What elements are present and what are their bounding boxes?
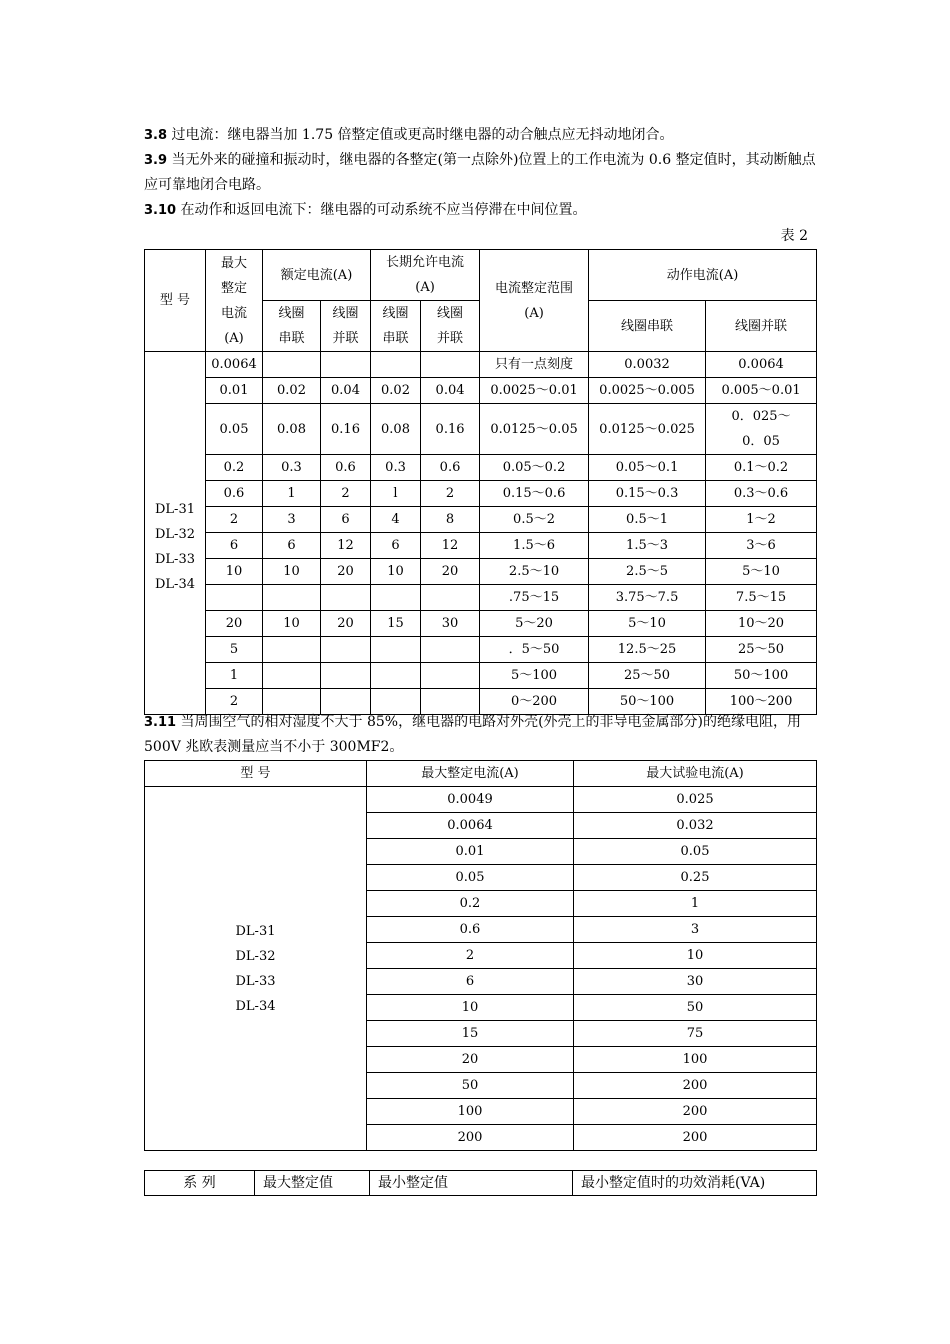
cell-setting-range: 5～20 [480,611,589,637]
cell-rated-series: 10 [263,559,321,585]
cell-setting-range: 只有一点刻度 [480,352,589,378]
header-long-term-current [371,250,480,301]
cell-max-setting: 2 [206,507,263,533]
cell-max-setting: 1 [206,663,263,689]
model-cell [145,787,367,1151]
header-line: 线圈 [382,306,409,321]
cell-setting-range: .75～15 [480,585,589,611]
clause-text: 当周围空气的相对湿度不大于 85%，继电器的电路对外壳(外壳上的非导电金属部分)的绝缘电阻，用 500V 兆欧表测量应当不小于 300MF2。 [144,714,802,755]
cell-action-series: 0.0032 [589,352,706,378]
header-min-setting: 最小整定值 [370,1171,573,1196]
table-3 [144,760,817,1151]
model-name: DL-34 [155,577,195,592]
header-action-series: 线圈串联 [589,301,706,352]
cell-long-series [371,637,421,663]
header-max-setting: 最大整定值 [255,1171,370,1196]
cell-rated-parallel: 0.04 [321,378,371,404]
cell-rated-series: 6 [263,533,321,559]
cell-max-setting-current: 200 [367,1125,574,1151]
header-line: 长期允许电流 [386,255,465,270]
header-line: 并联 [332,331,359,346]
cell-max-setting: 6 [206,533,263,559]
cell-long-series [371,352,421,378]
header-line: (A) [224,330,244,346]
cell-rated-series [263,352,321,378]
cell-action-parallel: 5～10 [706,559,817,585]
cell-long-series: 4 [371,507,421,533]
header-max-setting-current: 最大整定电流(A) [367,761,574,787]
model-name: DL-31 [155,502,195,517]
cell-long-parallel: 2 [421,481,480,507]
cell-rated-series: 0.3 [263,455,321,481]
table-row [145,481,817,507]
cell-long-series: 0.02 [371,378,421,404]
cell-max-test-current: 100 [574,1047,817,1073]
table-row [145,559,817,585]
cell-long-parallel: 0.6 [421,455,480,481]
cell-max-setting [206,585,263,611]
table-row [145,787,817,813]
cell-setting-range: ．5～50 [480,637,589,663]
clause-number: 3.10 [144,203,177,218]
cell-rated-series [263,637,321,663]
header-setting-range [480,250,589,352]
cell-max-test-current: 1 [574,891,817,917]
cell-max-test-current: 200 [574,1125,817,1151]
header-model: 型 号 [145,761,367,787]
header-line: 线圈 [437,306,464,321]
cell-max-setting: 5 [206,637,263,663]
header-line: 串联 [382,331,409,346]
clause-text: 过电流：继电器当加 1.75 倍整定值或更高时继电器的动合触点应无抖动地闭合。 [171,127,674,143]
header-coil-parallel [321,301,371,352]
cell-max-setting: 20 [206,611,263,637]
cell-long-parallel: 12 [421,533,480,559]
cell-setting-range: 1.5～6 [480,533,589,559]
cell-max-setting-current: 2 [367,943,574,969]
cell-action-parallel: 0.1～0.2 [706,455,817,481]
cell-long-series: 6 [371,533,421,559]
cell-rated-parallel: 20 [321,611,371,637]
cell-max-test-current: 50 [574,995,817,1021]
clause-number: 3.11 [144,715,177,730]
cell-max-setting: 0.05 [206,404,263,455]
cell-rated-series: 10 [263,611,321,637]
header-line: 电流 [220,305,247,321]
cell-action-series: 0.0025～0.005 [589,378,706,404]
cell-long-parallel [421,585,480,611]
cell-max-test-current: 200 [574,1073,817,1099]
clause-3-9 [144,148,816,198]
cell-long-series [371,585,421,611]
cell-long-parallel: 30 [421,611,480,637]
cell-long-series: l [371,481,421,507]
cell-action-parallel: 3～6 [706,533,817,559]
model-name: DL-33 [235,973,276,989]
cell-action-parallel: 50～100 [706,663,817,689]
cell-action-series: 3.75～7.5 [589,585,706,611]
cell-action-parallel: 7.5～15 [706,585,817,611]
cell-action-parallel: 25～50 [706,637,817,663]
cell-rated-parallel: 12 [321,533,371,559]
table-row [145,637,817,663]
cell-rated-parallel [321,352,371,378]
model-name: DL-33 [155,552,195,567]
model-name: DL-32 [155,527,195,542]
cell-max-setting: 0.2 [206,455,263,481]
model-name: DL-31 [235,923,276,939]
cell-long-parallel [421,637,480,663]
table-row [145,455,817,481]
header-line: 并联 [437,331,464,346]
cell-max-setting: 10 [206,559,263,585]
cell-long-parallel: 8 [421,507,480,533]
cell-action-parallel: 10～20 [706,611,817,637]
header-line: 最大 [220,255,247,271]
header-line: 串联 [278,331,305,346]
table-row [145,404,817,455]
clause-number: 3.9 [144,153,168,168]
table-caption: 表 2 [780,228,808,244]
model-name: DL-34 [235,998,276,1014]
header-line: (A) [524,305,544,321]
model-name: DL-32 [235,948,276,964]
table-4 [144,1170,817,1196]
cell-action-parallel: 1～2 [706,507,817,533]
cell-setting-range: 0.05～0.2 [480,455,589,481]
cell-long-parallel: 0.16 [421,404,480,455]
cell-max-setting-current: 10 [367,995,574,1021]
cell-setting-range: 0.15～0.6 [480,481,589,507]
table-row [145,611,817,637]
cell-setting-range: 5～100 [480,663,589,689]
header-line: (A) [415,280,435,295]
cell-rated-series: 3 [263,507,321,533]
clause-3-11 [144,710,816,760]
cell-rated-parallel [321,663,371,689]
cell-action-series: 0.15～0.3 [589,481,706,507]
cell-rated-series [263,585,321,611]
cell-action-series: 25～50 [589,663,706,689]
cell-long-parallel: 20 [421,559,480,585]
cell-long-series: 10 [371,559,421,585]
header-model: 型 号 [145,250,206,352]
cell-max-test-current: 10 [574,943,817,969]
table-row [145,533,817,559]
cell-rated-parallel [321,585,371,611]
cell-action-parallel: 0.005～0.01 [706,378,817,404]
header-series: 系 列 [145,1171,255,1196]
cell-action-series: 0.0125～0.025 [589,404,706,455]
cell-setting-range: 0.0125～0.05 [480,404,589,455]
cell-long-series [371,663,421,689]
cell-action-series: 0.05～0.1 [589,455,706,481]
cell-max-setting: 0.01 [206,378,263,404]
header-action-current: 动作电流(A) [589,250,817,301]
cell-max-test-current: 3 [574,917,817,943]
cell-rated-series: 1 [263,481,321,507]
header-coil-series [263,301,321,352]
cell-rated-parallel: 2 [321,481,371,507]
header-line: 电流整定范围 [495,280,574,296]
clause-number: 3.8 [144,128,168,143]
cell-max-setting: 0.0064 [206,352,263,378]
cell-action-series: 5～10 [589,611,706,637]
cell-max-test-current: 0.025 [574,787,817,813]
header-coil-parallel [421,301,480,352]
header-max-test-current: 最大试验电流(A) [574,761,817,787]
cell-setting-range: 0.5～2 [480,507,589,533]
header-power-consumption: 最小整定值时的功效消耗(VA) [573,1171,817,1196]
cell-rated-series [263,663,321,689]
table-2 [144,249,817,715]
cell-setting-range: 2.5～10 [480,559,589,585]
cell-long-series: 0.08 [371,404,421,455]
table-row [145,585,817,611]
header-max-setting [206,250,263,352]
cell-rated-parallel: 0.6 [321,455,371,481]
header-action-parallel: 线圈并联 [706,301,817,352]
cell-max-setting-current: 0.2 [367,891,574,917]
table-row [145,663,817,689]
cell-action-parallel: 100～200 [706,689,817,715]
header-coil-series [371,301,421,352]
cell-max-setting-current: 0.01 [367,839,574,865]
cell-long-series: 15 [371,611,421,637]
cell-max-setting: 0.6 [206,481,263,507]
cell-max-test-current: 200 [574,1099,817,1125]
cell-max-setting-current: 100 [367,1099,574,1125]
table-row [145,352,817,378]
header-line: 线圈 [332,306,359,321]
cell-max-setting-current: 15 [367,1021,574,1047]
cell-rated-series: 0.08 [263,404,321,455]
cell-action-series: 0.5～1 [589,507,706,533]
table-row [145,507,817,533]
model-cell [145,352,206,715]
cell-rated-series: 0.02 [263,378,321,404]
cell-action-parallel: 0.3～0.6 [706,481,817,507]
cell-setting-range: 0～200 [480,689,589,715]
header-line: 线圈 [278,306,305,321]
clause-3-10 [144,198,816,223]
cell-setting-range: 0.0025～0.01 [480,378,589,404]
cell-max-test-current: 30 [574,969,817,995]
cell-max-setting-current: 0.0049 [367,787,574,813]
cell-max-setting-current: 0.05 [367,865,574,891]
header-rated-current: 额定电流(A) [263,250,371,301]
header-line: 整定 [220,280,247,296]
cell-action-series: 50～100 [589,689,706,715]
cell-max-setting-current: 20 [367,1047,574,1073]
cell-long-parallel [421,352,480,378]
cell-rated-parallel [321,637,371,663]
cell-max-setting-current: 6 [367,969,574,995]
cell-max-test-current: 0.032 [574,813,817,839]
cell-max-test-current: 0.25 [574,865,817,891]
cell-long-parallel: 0.04 [421,378,480,404]
cell-max-setting-current: 0.0064 [367,813,574,839]
cell-long-parallel [421,663,480,689]
cell-action-series: 12.5～25 [589,637,706,663]
cell-max-setting-current: 0.6 [367,917,574,943]
cell-action-parallel: 0．025～ 0．05 [706,404,817,455]
cell-rated-parallel: 0.16 [321,404,371,455]
cell-action-parallel: 0.0064 [706,352,817,378]
clause-text: 在动作和返回电流下：继电器的可动系统不应当停滞在中间位置。 [180,202,587,218]
cell-max-test-current: 0.05 [574,839,817,865]
clause-3-8 [144,123,816,148]
cell-action-series: 2.5～5 [589,559,706,585]
cell-long-series: 0.3 [371,455,421,481]
cell-max-setting: 2 [206,689,263,715]
cell-action-series: 1.5～3 [589,533,706,559]
cell-rated-parallel: 6 [321,507,371,533]
table-row [145,378,817,404]
cell-max-test-current: 75 [574,1021,817,1047]
cell-max-setting-current: 50 [367,1073,574,1099]
cell-rated-parallel: 20 [321,559,371,585]
clause-text: 当无外来的碰撞和振动时，继电器的各整定(第一点除外)位置上的工作电流为 0.6 整定值时，其动断触点应可靠地闭合电路。 [144,152,816,193]
